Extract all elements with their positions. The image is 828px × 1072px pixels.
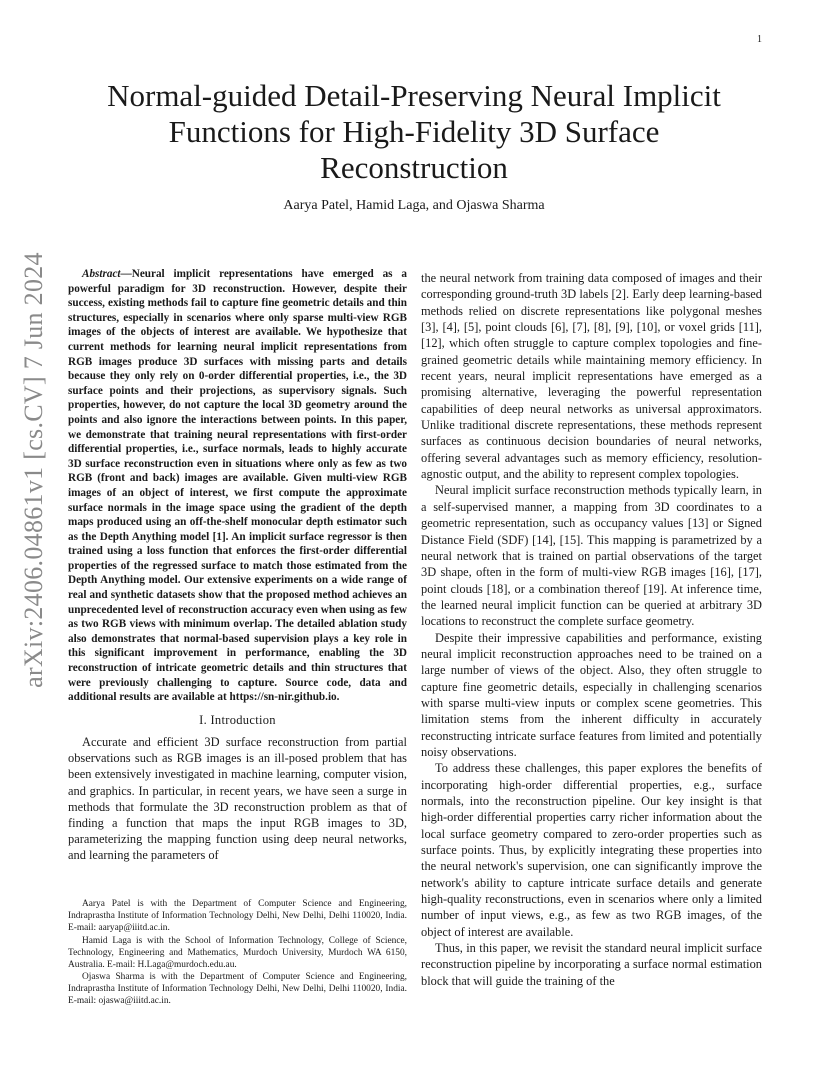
footnote: Aarya Patel is with the Department of Computer Science and Engineering, Indraprastha Institute of Information Technology Delhi, New Delhi, Delhi 110020, India. E-mail: aaryap@iiitd.ac.in.: [68, 899, 407, 933]
abstract: [68, 267, 407, 705]
page-number: 1: [757, 34, 762, 45]
title-line: Reconstruction: [320, 150, 508, 185]
paragraph: Thus, in this paper, we revisit the standard neural implicit surface reconstruction pipeline by incorporating a surface normal estimation block that will guide the training of the: [421, 941, 762, 988]
footnote: Ojaswa Sharma is with the Department of Computer Science and Engineering, Indraprastha Institute of Information Technology Delhi, New Delhi, Delhi 110020, India. E-mail: ojaswa@iiitd.ac.in.: [68, 972, 407, 1007]
paragraph: Despite their impressive capabilities and performance, existing neural implicit reconstruction approaches need to be trained on a large number of views of the object. Also, they often struggle to capture fine geometric details, especially in challenging scenarios with sparse multi-view inputs or complex scene geometries. This limitation stems from the inherent difficulty in accurately reconstructing intricate surface features from limited and potentially noisy observations.: [421, 630, 762, 759]
title-line: Normal-guided Detail-Preserving Neural Implicit: [107, 78, 721, 113]
title-line: Functions for High-Fidelity 3D Surface: [168, 114, 660, 149]
right-column: [421, 270, 762, 989]
arxiv-identifier: arXiv:2406.04861v1 [cs.CV] 7 Jun 2024: [19, 252, 48, 688]
paper-title: [70, 78, 758, 186]
paragraph: the neural network from training data composed of images and their corresponding ground-truth 3D labels [2]. Early deep learning-based methods relied on discrete representations like polygonal meshes [3], [4], [5], point clouds [6], [7], [8], [9], [10], or voxel grids [11], [12], which often struggle to capture complex topologies and fine-grained geometric details while maintaining memory efficiency. In recent years, neural implicit representations have emerged as a promising alternative, leveraging the powerful representation capabilities of deep neural networks as universal approximators. Unlike traditional discrete representations, these methods represent surfaces as continuous decision boundaries of neural networks, offering several advantages such as memory efficiency, resolution-agnostic output, and the ability to represent complex topologies.: [421, 271, 762, 482]
intro-left-column: [68, 734, 407, 864]
paragraph: Neural implicit surface reconstruction methods typically learn, in a self-supervised manner, a mapping from 3D coordinates to a geometric representation, such as occupancy values [13] or Signed Distance Field (SDF) [14], [15]. This mapping is parametrized by a neural network that is trained on partial observations of the target 3D shape, often in the form of multi-view RGB images [16], [17], point clouds [18], or a combination thereof [19]. At inference time, the learned neural implicit function can be queried at arbitrary 3D locations to reconstruct the complete surface geometry.: [421, 483, 762, 629]
section-heading: I. Introduction: [199, 713, 276, 727]
abstract-label: Abstract: [82, 268, 121, 280]
footnote: Hamid Laga is with the School of Information Technology, College of Science, Technology, Engineering and Mathematics, Murdoch University, Murdoch WA 6150, Australia. E-mail: H.Laga@murdoch.edu.au.: [68, 935, 407, 970]
abstract-text: —Neural implicit representations have emerged as a powerful paradigm for 3D reconstruction. However, despite their success, existing methods fail to capture fine geometric details and thin structures, especially in scenarios where only sparse multi-view RGB images of the objects of interest are available. We hypothesize that current methods for learning neural implicit representations from RGB images produce 3D surfaces with missing parts and details because they only rely on 0-order differential properties, i.e., the 3D surface points and their projections, as supervisory signals. Such properties, however, do not capture the local 3D geometry around the points and also ignore the interactions between points. In this paper, we demonstrate that training neural representations with first-order differential properties, i.e., surface normals, leads to highly accurate 3D surface reconstruction even in situations where only as few as two RGB (front and back) images are available. Given multi-view RGB images of an object of interest, we first compute the approximate surface normals in the image space using the gradient of the depth maps produced using an off-the-shelf monocular depth estimator such as the Depth Anything model [1]. An implicit surface regressor is then trained using a loss function that enforces the first-order differential properties of the regressed surface to match those estimated from the Depth Anything model. Our extensive experiments on a wide range of real and synthetic datasets show that the proposed method achieves an unprecedented level of reconstruction accuracy even when using as few as two RGB views with minimum overlap. The detailed ablation study also demonstrates that normal-based supervision plays a key role in this significant improvement in performance, enabling the 3D reconstruction of intricate geometric details and thin structures that were previously challenging to capture. Source code, data and additional results are available at https://sn-nir.github.io.: [68, 268, 407, 704]
author-list: Aarya Patel, Hamid Laga, and Ojaswa Sharma: [283, 198, 545, 213]
footnotes: [68, 899, 407, 1009]
paragraph: Accurate and efficient 3D surface reconstruction from partial observations such as RGB images is an ill-posed problem that has been extensively investigated in machine learning, computer vision, and graphics. In particular, in recent years, we have seen a surge in methods that formulate the 3D reconstruction problem as that of finding a function that maps the input RGB images to 3D, parameterizing the mapping function using deep neural networks, and learning the parameters of: [68, 735, 407, 863]
paragraph: To address these challenges, this paper explores the benefits of incorporating high-order differential properties, e.g., surface normals, into the reconstruction pipeline. Our key insight is that high-order differential properties carry richer information about the local surface geometry compared to zero-order properties such as surface points. Thus, by explicitly integrating these properties into the neural network's supervision, one can significantly improve the network's ability to capture intricate surface details and generate high-quality reconstructions, even in scenarios where only a limited number of input views, e.g., as few as two RGB images, of the object of interest are available.: [421, 761, 762, 939]
